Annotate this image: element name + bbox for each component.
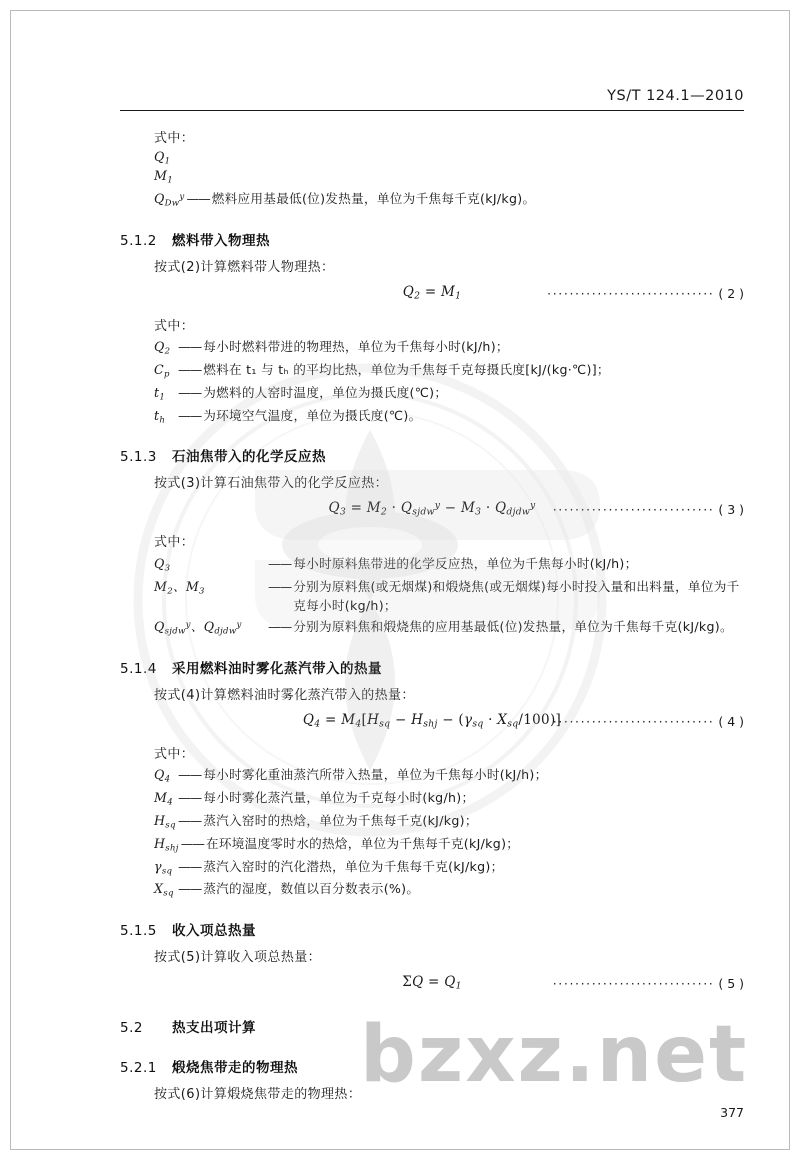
definition-row <box>154 878 744 898</box>
clause-heading-52 <box>120 1016 744 1036</box>
header-divider <box>120 110 744 111</box>
clause-title: 燃料带入物理热 <box>172 232 270 249</box>
symbol-qdw: $Q_{Dw}^y$ <box>154 191 185 209</box>
clause-heading-512 <box>120 229 744 249</box>
clause-number: 5.1.2 <box>120 232 157 249</box>
definition-row <box>154 405 744 425</box>
definition-text: 蒸汽入窑时的热焓，单位为千焦每千克(kJ/kg)； <box>203 812 478 828</box>
formula-3: $Q_3 = M_2 \cdot Q_{sjdw}^y - M_3 \cdot Q_{djdw}^y$ <box>328 500 536 518</box>
symbol-gamma-sq: $\gamma_{sq}$ <box>154 858 173 876</box>
clause-intro-515: 按式(5)计算收入项总热量： <box>154 949 322 965</box>
equation-number-3: ····························· ( 3 ) <box>552 502 744 518</box>
definition-list-512 <box>154 336 744 425</box>
definition-dash: —— <box>268 619 292 635</box>
clause-number: 5.1.5 <box>120 922 157 939</box>
equation-number-4: ····························· ( 4 ) <box>552 713 744 729</box>
symbol-m4: $M_4$ <box>154 789 173 808</box>
definition-row <box>154 616 744 636</box>
formula-5: $\Sigma Q = Q_1$ <box>402 973 462 992</box>
definition-dash: —— <box>178 362 202 378</box>
definition-list-513 <box>154 553 744 637</box>
symbol-m2-m3: $M_2$、$M_3$ <box>154 578 205 597</box>
clause-heading-521 <box>120 1056 744 1076</box>
definition-row <box>154 856 744 876</box>
definition-dash: —— <box>178 407 202 423</box>
symbol-cp: $C_p$ <box>154 362 170 380</box>
symbol-q3: $Q_3$ <box>154 555 171 574</box>
definition-row <box>154 188 744 208</box>
symbol-t1: $t_1$ <box>154 384 166 403</box>
clause-intro-513: 按式(3)计算石油焦带入的化学反应热： <box>154 476 389 492</box>
clause-number: 5.2.1 <box>120 1059 157 1076</box>
definition-row <box>154 336 744 356</box>
clause-title: 石油焦带入的化学反应热 <box>172 449 326 466</box>
definition-dash: —— <box>178 881 202 897</box>
shizhong-label-512: 式中： <box>154 318 195 334</box>
definition-text: 为环境空气温度，单位为摄氏度(℃)。 <box>203 407 422 423</box>
definition-dash: —— <box>180 835 204 851</box>
definition-text: 为燃料的人窑时温度，单位为摄氏度(℃)； <box>203 384 448 400</box>
definition-row <box>154 576 744 614</box>
formula-4: $Q_4 = M_4[H_{sq} - H_{shj} - (\gamma_{sq} \cdot X_{sq}/100)]$ <box>302 711 562 730</box>
symbol-hsq: $H_{sq}$ <box>154 812 176 831</box>
clause-title: 热支出项计算 <box>172 1019 256 1036</box>
definition-text: 分别为原料焦(或无烟煤)和煅烧焦(或无烟煤)每小时投入量和出料量，单位为千克每小时(kg/h)； <box>293 578 740 613</box>
page-header-standard-code: YS/T 124.1—2010 <box>607 88 744 104</box>
definition-dash: —— <box>178 812 202 828</box>
clause-intro-521: 按式(6)计算煅烧焦带走的物理热： <box>154 1086 362 1102</box>
clause-number: 5.1.3 <box>120 449 157 466</box>
symbol-th: $t_h$ <box>154 407 166 426</box>
definition-row <box>154 359 744 379</box>
shizhong-label-513: 式中： <box>154 535 195 551</box>
definition-row <box>154 553 744 573</box>
definition-text: 蒸汽入窑时的汽化潜热，单位为千焦每千克(kJ/kg)； <box>203 858 504 874</box>
watermark-text: bzxz.net <box>360 1010 749 1100</box>
equation-number-5: ····························· ( 5 ) <box>552 975 744 991</box>
symbol-q1: $Q_1$ <box>154 148 171 166</box>
formula-line-5 <box>120 974 744 996</box>
definition-row <box>154 382 744 402</box>
definition-dash: —— <box>268 578 292 594</box>
formula-2: $Q_2 = M_1$ <box>402 283 462 302</box>
clause-title: 采用燃料油时雾化蒸汽带入的热量 <box>172 660 382 677</box>
definition-list-514 <box>154 764 744 899</box>
definition-row <box>154 810 744 830</box>
definition-text: 每小时燃料带进的物理热，单位为千焦每小时(kJ/h)； <box>203 339 509 355</box>
definition-dash: —— <box>178 767 202 783</box>
definition-dash: —— <box>178 858 202 874</box>
definition-dash: —— <box>178 339 202 355</box>
clause-title: 收入项总热量 <box>172 922 256 939</box>
definition-row <box>154 168 744 185</box>
definition-text: 在环境温度零时水的热焓，单位为千焦每千克(kJ/kg)； <box>205 835 520 851</box>
definition-dash: —— <box>268 555 292 571</box>
definition-dash: —— <box>186 191 210 207</box>
definition-text: 燃料在 t₁ 与 tₕ 的平均比热，单位为千焦每千克每摄氏度[kJ/(kg·℃)]； <box>203 362 610 378</box>
clause-intro-512: 按式(2)计算燃料带人物理热： <box>154 259 335 275</box>
formula-line-2 <box>120 284 744 306</box>
definition-text: 每小时雾化重油蒸汽所带入热量，单位为千焦每小时(kJ/h)； <box>203 767 548 783</box>
definition-text: 蒸汽的湿度，数值以百分数表示(%)。 <box>203 881 420 897</box>
formula-line-4 <box>120 712 744 734</box>
definition-text: 燃料应用基最低(位)发热量，单位为千焦每千克(kJ/kg)。 <box>211 191 536 207</box>
formula-line-3 <box>120 500 744 522</box>
definition-row <box>154 149 744 166</box>
clause-heading-514 <box>120 657 744 677</box>
definition-dash: —— <box>178 384 202 400</box>
definition-row <box>154 764 744 784</box>
top-shizhong-label: 式中： <box>154 131 195 146</box>
definition-text: 每小时雾化蒸汽量，单位为千克每小时(kg/h)； <box>203 789 475 805</box>
definition-row <box>154 833 744 853</box>
definition-dash: —— <box>178 789 202 805</box>
clause-number: 5.1.4 <box>120 660 157 677</box>
definition-text: 每小时原料焦带进的化学反应热，单位为千焦每小时(kJ/h)； <box>293 555 638 571</box>
symbol-xsq: $X_{sq}$ <box>154 881 174 899</box>
symbol-hshj: $H_{shj}$ <box>154 835 179 854</box>
clause-title: 煅烧焦带走的物理热 <box>172 1059 298 1076</box>
symbol-q2: $Q_2$ <box>154 339 171 357</box>
clause-intro-514: 按式(4)计算燃料油时雾化蒸汽带入的热量： <box>154 687 415 703</box>
top-definition-list <box>154 149 744 209</box>
symbol-m1: $M_1$ <box>154 168 173 186</box>
clause-heading-513 <box>120 445 744 465</box>
symbol-qsjdw-qdjdw: $Q_{sjdw}^y$、$Q_{djdw}^y$ <box>154 619 242 637</box>
shizhong-label-514: 式中： <box>154 746 195 762</box>
document-content <box>120 120 744 1106</box>
definition-row <box>154 787 744 807</box>
symbol-q4: $Q_4$ <box>154 767 171 785</box>
clause-heading-515 <box>120 919 744 939</box>
clause-number: 5.2 <box>120 1019 143 1036</box>
page-number: 377 <box>720 1105 744 1120</box>
equation-number-2: ······························ ( 2 ) <box>547 285 744 301</box>
definition-text: 分别为原料焦和煅烧焦的应用基最低(位)发热量，单位为千焦每千克(kJ/kg)。 <box>293 619 733 635</box>
